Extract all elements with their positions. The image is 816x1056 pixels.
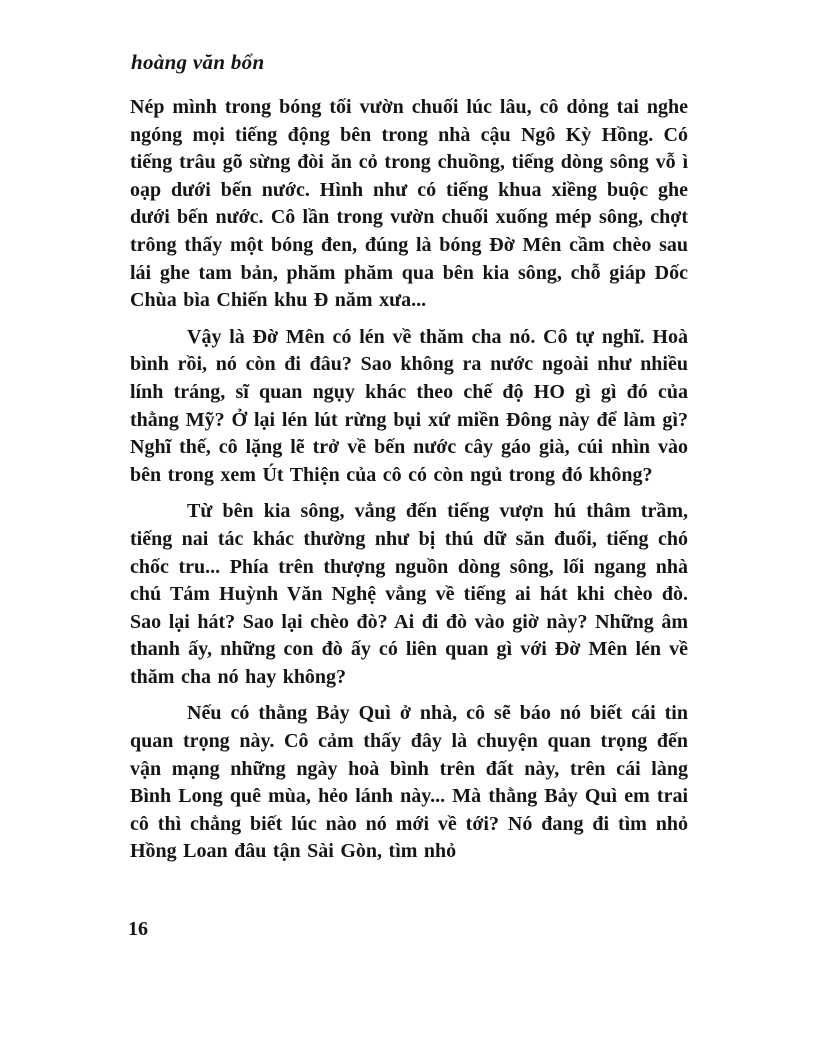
paragraph-1: Nép mình trong bóng tối vườn chuối lúc lâu, cô dỏng tai nghe ngóng mọi tiếng động bên trong nhà cậu Ngô Kỳ Hồng. Có tiếng trâu gõ sừng đòi ăn cỏ trong chuồng, tiếng dòng sông vỗ ì oạp dưới bến nước. Hình như có tiếng khua xiềng buộc ghe dưới bến nước. Cô lần trong vườn chuối xuống mép sông, chợt trông thấy một bóng đen, đúng là bóng Đờ Mên cầm chèo sau lái ghe tam bản, phăm phăm qua bên kia sông, chỗ giáp Dốc Chùa bìa Chiến khu Đ năm xưa... bbox=[130, 96, 688, 312]
running-header-author: hoàng văn bổn bbox=[131, 50, 265, 74]
paragraph-3: Từ bên kia sông, vẳng đến tiếng vượn hú thâm trầm, tiếng nai tác khác thường như bị thú dữ săn đuổi, tiếng chó chốc tru... Phía trên thượng nguồn dòng sông, lối ngang nhà chú Tám Huỳnh Văn Nghệ vẳng về tiếng ai hát khi chèo đò. Sao lại hát? Sao lại chèo đò? Ai đi đò vào giờ này? Những âm thanh ấy, những con đò ấy có liên quan gì với Đờ Mên lén về thăm cha nó hay không? bbox=[130, 500, 688, 688]
paragraph-2: Vậy là Đờ Mên có lén về thăm cha nó. Cô tự nghĩ. Hoà bình rồi, nó còn đi đâu? Sao không ra nước ngoài như nhiều lính tráng, sĩ quan ngụy khác theo chế độ HO gì gì đó của thằng Mỹ? Ở lại lén lút rừng bụi xứ miền Đông này để làm gì? Nghĩ thế, cô lặng lẽ trở về bến nước cây gáo già, cúi nhìn vào bên trong xem Út Thiện của cô có còn ngủ trong đó không? bbox=[130, 325, 688, 486]
body-text bbox=[130, 94, 688, 875]
paragraph-4: Nếu có thằng Bảy Quì ở nhà, cô sẽ báo nó biết cái tin quan trọng này. Cô cảm thấy đây là chuyện quan trọng đến vận mạng những ngày hoà bình trên đất này, trên cái làng Bình Long quê mùa, hẻo lánh này... Mà thằng Bảy Quì em trai cô thì chẳng biết lúc nào nó mới về tới? Nó đang đi tìm nhỏ Hồng Loan đâu tận Sài Gòn, tìm nhỏ bbox=[130, 702, 688, 863]
page-number: 16 bbox=[128, 918, 148, 940]
